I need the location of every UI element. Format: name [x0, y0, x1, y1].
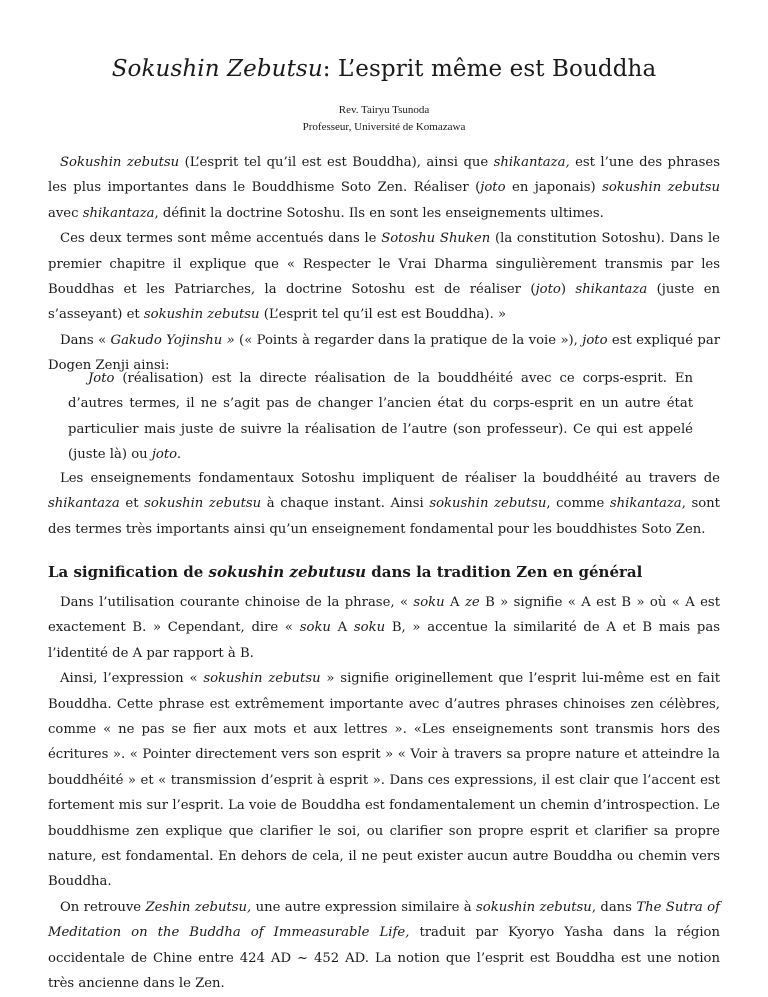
quote-text: Joto (réalisation) est la directe réalisation de la bouddhéité avec ce corps-esprit. En d’autres termes, il ne s’agit pas de changer l’ancien état du corps-esprit en un autre état particulier mais juste de suivre la réalisation de l’autre (son professeur). Ce qui est appelé (juste là) ou joto.	[68, 371, 693, 463]
author-affiliation: Professeur, Université de Komazawa	[302, 121, 466, 133]
section-paragraph-1: Dans l’utilisation courante chinoise de la phrase, « soku A ze B » signifie « A est B » où « A est exactement B. » Cependant, dire « soku A soku B, » accentue la similarité de A et B mais pas l’identité de A par rapport à B.	[48, 595, 721, 661]
block-quote	[68, 366, 693, 468]
section-paragraph-3: On retrouve Zeshin zebutsu, une autre expression similaire à sokushin zebutsu, dans The Sutra of Meditation on the Buddha of Immeasurable Life, traduit par Kyoryo Yasha dans la région occidentale de Chine entre 424 AD ~ 452 AD. La notion que l’esprit est Bouddha est une notion très ancienne dans le Zen.	[48, 899, 720, 992]
intro-paragraph-3: Dans « Gakudo Yojinshu » (« Points à regarder dans la pratique de la voie »), joto est expliqué par Dogen Zenji ainsi:	[48, 332, 720, 374]
section-body	[48, 590, 720, 997]
intro-paragraph-2: Ces deux termes sont même accentués dans le Sotoshu Shuken (la constitution Sotoshu). Dans le premier chapitre il explique que « Respecter le Vrai Dharma singulièrement transmis par les Bouddhas et les Patriarches, la doctrine Sotoshu est de réaliser (joto) shikantaza (juste en s’asseyant) et sokushin zebutsu (L’esprit tel qu’il est est Bouddha). »	[48, 231, 720, 323]
intro-section	[48, 150, 720, 379]
intro-paragraph-4: Les enseignements fondamentaux Sotoshu impliquent de réaliser la bouddhéité au travers de shikantaza et sokushin zebutsu à chaque instant. Ainsi sokushin zebutsu, comme shikantaza, sont des termes très importants ainsi qu’un enseignement fondamental pour les bouddhistes Soto Zen.	[48, 471, 720, 537]
intro-paragraph-1: Sokushin zebutsu (L’esprit tel qu’il est est Bouddha), ainsi que shikantaza, est l’une des phrases les plus importantes dans le Bouddhisme Soto Zen. Réaliser (joto en japonais) sokushin zebutsu avec shikantaza, définit la doctrine Sotoshu. Ils en sont les enseignements ultimes.	[48, 155, 720, 221]
section-heading: La signification de sokushin zebutusu dans la tradition Zen en général	[48, 563, 643, 581]
author-name: Rev. Tairyu Tsunoda	[338, 104, 430, 116]
intro-conclusion	[48, 466, 720, 542]
document-title: Sokushin Zebutsu: L’esprit même est Bouddha	[111, 56, 657, 82]
section-paragraph-2: Ainsi, l’expression « sokushin zebutsu » signifie originellement que l’esprit lui-même est en fait Bouddha. Cette phrase est extrêmement importante avec d’autres phrases chinoises zen célèbres, comme « ne pas se fier aux mots et aux lettres ». «Les enseignements sont transmis hors des écritures ». « Pointer directement vers son esprit » « Voir à travers sa propre nature et atteindre la bouddhéité » et « transmission d’esprit à esprit ». Dans ces expressions, il est clair que l’accent est fortement mis sur l’esprit. La voie de Bouddha est fondamentalement un chemin d’introspection. Le bouddhisme zen explique que clarifier le soi, ou clarifier son propre esprit et clarifier sa propre nature, est fondamental. En dehors de cela, il ne peut exister aucun autre Bouddha ou chemin vers Bouddha.	[48, 671, 720, 890]
